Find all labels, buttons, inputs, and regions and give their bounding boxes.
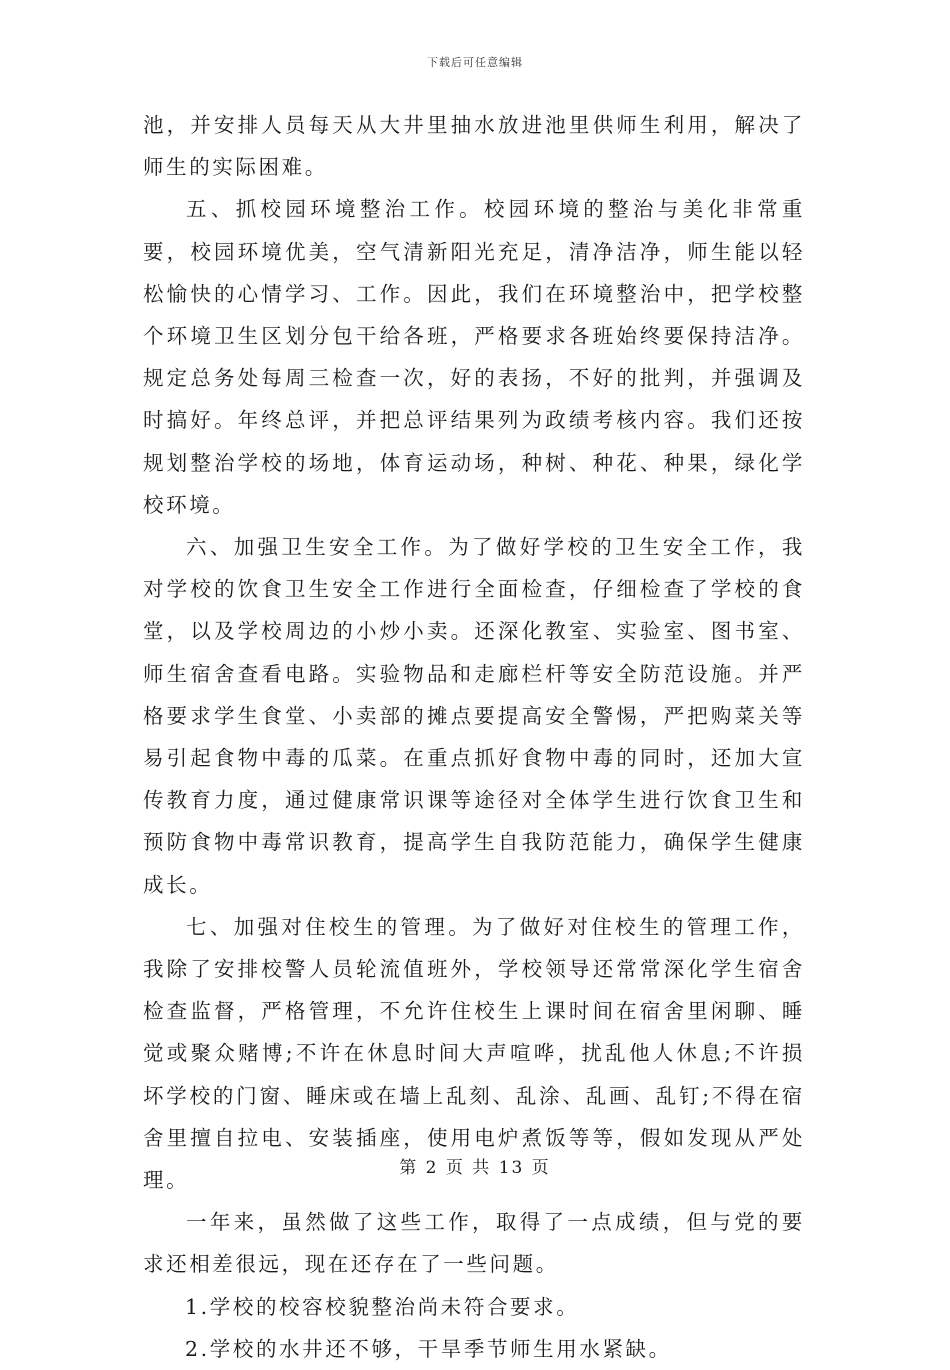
download-note: 下载后可任意编辑 [427, 56, 523, 69]
problem-list-item-1: 1.学校的校容校貌整治尚未符合要求。 [185, 1294, 580, 1319]
paragraph-summary: 一年来，虽然做了这些工作，取得了一点成绩，但与党的要求还相差很远，现在还存在了一些问题。 [143, 1210, 805, 1277]
paragraph-continuation: 池，并安排人员每天从大井里抽水放进池里供师生利用，解决了师生的实际困难。 [143, 113, 805, 180]
paragraph-section-six: 六、加强卫生安全工作。为了做好学校的卫生安全工作，我对学校的饮食卫生安全工作进行全面检查，仔细检查了学校的食堂，以及学校周边的小炒小卖。还深化教室、实验室、图书室、师生宿舍查看电路。实验物品和走廊栏杆等安全防范设施。并严格要求学生食堂、小卖部的摊点要提高安全警惕，严把购菜关等易引起食物中毒的瓜菜。在重点抓好食物中毒的同时，还加大宣传教育力度，通过健康常识课等途径对全体学生进行饮食卫生和预防食物中毒常识教育，提高学生自我防范能力，确保学生健康成长。 [143, 535, 805, 897]
document-body [143, 104, 805, 1370]
page-number: 第 2 页 共 13 页 [399, 1158, 551, 1178]
paragraph-section-five: 五、抓校园环境整治工作。校园环境的整治与美化非常重要，校园环境优美，空气清新阳光充足，清净洁净，师生能以轻松愉快的心情学习、工作。因此，我们在环境整治中，把学校整个环境卫生区划分包干给各班，严格要求各班始终要保持洁净。规定总务处每周三检查一次，好的表扬，不好的批判，并强调及时搞好。年终总评，并把总评结果列为政绩考核内容。我们还按规划整治学校的场地，体育运动场，种树、种花、种果，绿化学校环境。 [143, 197, 805, 517]
problem-list-item-2: 2.学校的水井还不够，干旱季节师生用水紧缺。 [185, 1336, 672, 1361]
paragraph-section-seven: 七、加强对住校生的管理。为了做好对住校生的管理工作，我除了安排校警人员轮流值班外，学校领导还常常深化学生宿舍检查监督，严格管理，不允许住校生上课时间在宿舍里闲聊、睡觉或聚众赌博;不许在休息时间大声喧哗，扰乱他人休息;不许损坏学校的门窗、睡床或在墙上乱刻、乱涂、乱画、乱钉;不得在宿舍里擅自拉电、安装插座，使用电炉煮饭等等，假如发现从严处理。 [143, 914, 805, 1193]
